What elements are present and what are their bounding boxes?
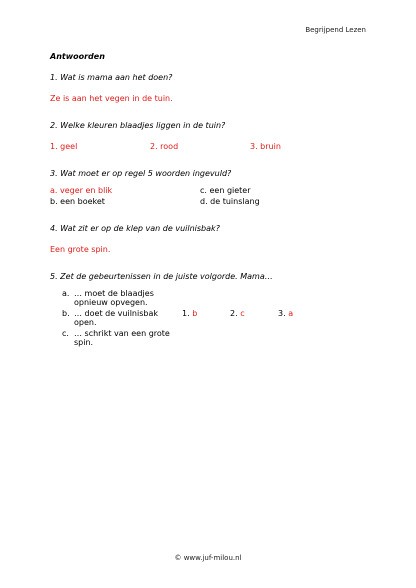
item-letter: c.: [62, 329, 69, 338]
order-1: [182, 309, 230, 327]
list-item: [62, 309, 380, 327]
order-ans: b: [192, 309, 198, 318]
item-text: … doet de vuilnisbak open.: [74, 309, 158, 327]
order-num: 1.: [182, 309, 190, 318]
order-num: 2.: [230, 309, 238, 318]
answer-2-item: 1. geel: [50, 142, 78, 151]
option-b: b. een boeket: [50, 197, 105, 206]
answer-3-options: [50, 186, 380, 206]
option-c: c. een gieter: [200, 186, 251, 195]
list-item: [62, 329, 380, 347]
order-ans: c: [240, 309, 245, 318]
header-label: Begrijpend Lezen: [305, 26, 366, 34]
item-letter: b.: [62, 309, 70, 318]
footer-copyright: © www.juf-milou.nl: [174, 554, 242, 562]
item-text: … schrikt van een grote spin.: [74, 329, 170, 347]
question-5: 5. Zet de gebeurtenissen in de juiste volgorde. Mama…: [50, 272, 273, 281]
item-letter: a.: [62, 289, 70, 298]
question-1: 1. Wat is mama aan het doen?: [50, 73, 173, 82]
order-3: [278, 309, 326, 327]
order-ans: a: [288, 309, 294, 318]
option-a: a. veger en blik: [50, 186, 113, 195]
answer-1: Ze is aan het vegen in de tuin.: [50, 94, 173, 103]
order-2: [230, 309, 278, 327]
list-item: [62, 289, 380, 307]
content: [50, 52, 380, 349]
option-d: d. de tuinslang: [200, 197, 260, 206]
item-text: … moet de blaadjes opnieuw opvegen.: [74, 289, 154, 307]
answer-2-row: [50, 142, 380, 151]
question-4: 4. Wat zit er op de klep van de vuilnisbak?: [50, 224, 220, 233]
question-3: 3. Wat moet er op regel 5 woorden ingevuld?: [50, 169, 232, 178]
event-list: [62, 289, 380, 347]
question-2: 2. Welke kleuren blaadjes liggen in de tuin?: [50, 121, 226, 130]
answer-2-item: 3. bruin: [250, 142, 281, 151]
page-title: Antwoorden: [50, 52, 105, 61]
answer-4: Een grote spin.: [50, 245, 111, 254]
order-num: 3.: [278, 309, 286, 318]
answer-2-item: 2. rood: [150, 142, 179, 151]
